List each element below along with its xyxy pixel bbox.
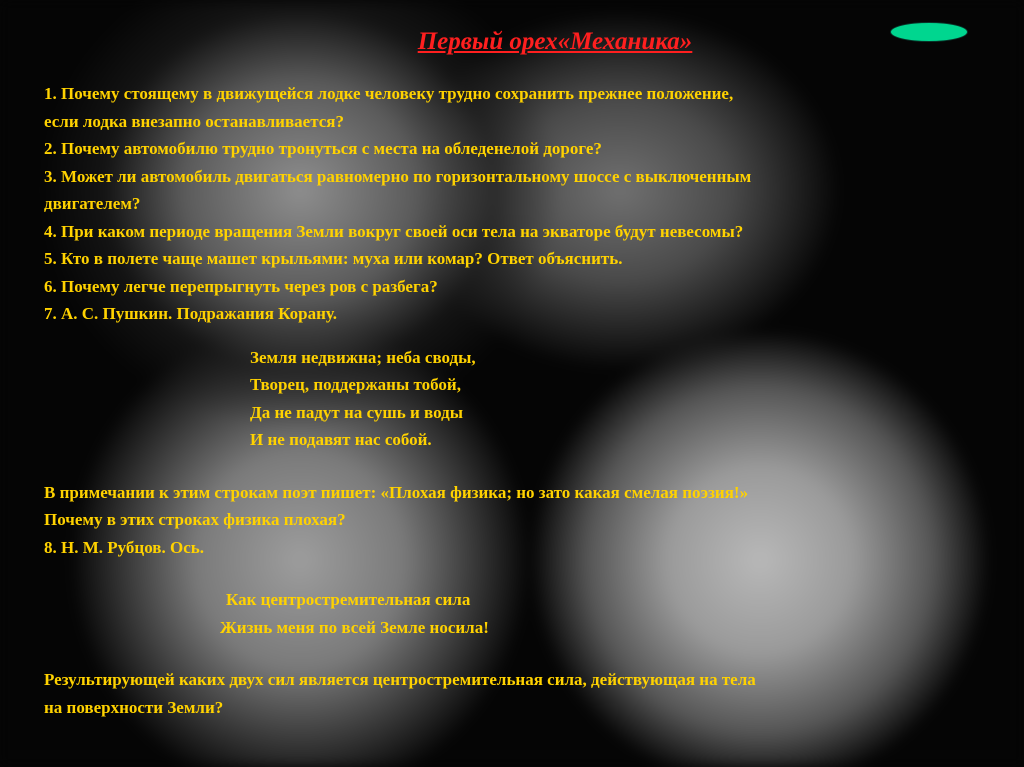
question-1-line-2: если лодка внезапно останавливается? [44,111,344,131]
poem-line: Земля недвижна; неба своды, [250,347,476,367]
poem-line: Да не падут на сушь и воды [250,402,463,422]
note-line-1: В примечании к этим строкам поэт пишет: «Плохая физика; но зато какая смелая поэзия!» [44,482,749,502]
note-line-2: Почему в этих строках физика плохая? [44,510,346,529]
question-7: 7. А. С. Пушкин. Подражания Корану. [44,304,337,323]
question-3-line-1: 3. Может ли автомобиль двигаться равномерно по горизонтальному шоссе с выключенным [44,166,752,186]
question-8: 8. Н. М. Рубцов. Ось. [44,537,204,557]
question-list [44,80,1019,721]
poem-line: Как центростремительная сила [226,590,471,609]
pushkin-poem [44,344,1019,454]
question-5: 5. Кто в полете чаще машет крыльями: муха или комар? Ответ объяснить. [44,249,623,268]
question-4: 4. При каком периоде вращения Земли вокруг своей оси тела на экваторе будут невесомы? [44,221,744,241]
page-title: Первый орех«Механика» [417,28,693,55]
poem-line: И не подавят нас собой. [250,430,432,449]
spacer [44,328,1019,344]
spacer [44,561,1019,586]
question-1-line-1: 1. Почему стоящему в движущейся лодке человеку трудно сохранить прежнее положение, [44,84,734,103]
question-6: 6. Почему легче перепрыгнуть через ров с разбега? [44,276,438,296]
rubtsov-poem [44,586,1019,641]
question-3-line-2: двигателем? [44,194,141,213]
poem-line: Творец, поддержаны тобой, [250,375,461,394]
poem-line: Жизнь меня по всей Земле носила! [220,617,489,637]
final-question-line-2: на поверхности Земли? [44,697,224,717]
spacer [44,641,1019,666]
question-2: 2. Почему автомобилю трудно тронуться с места на обледенелой дороге? [44,139,602,158]
final-question-line-1: Результирующей каких двух сил является центростремительная сила, действующая на тела [44,670,756,689]
spacer [44,454,1019,479]
